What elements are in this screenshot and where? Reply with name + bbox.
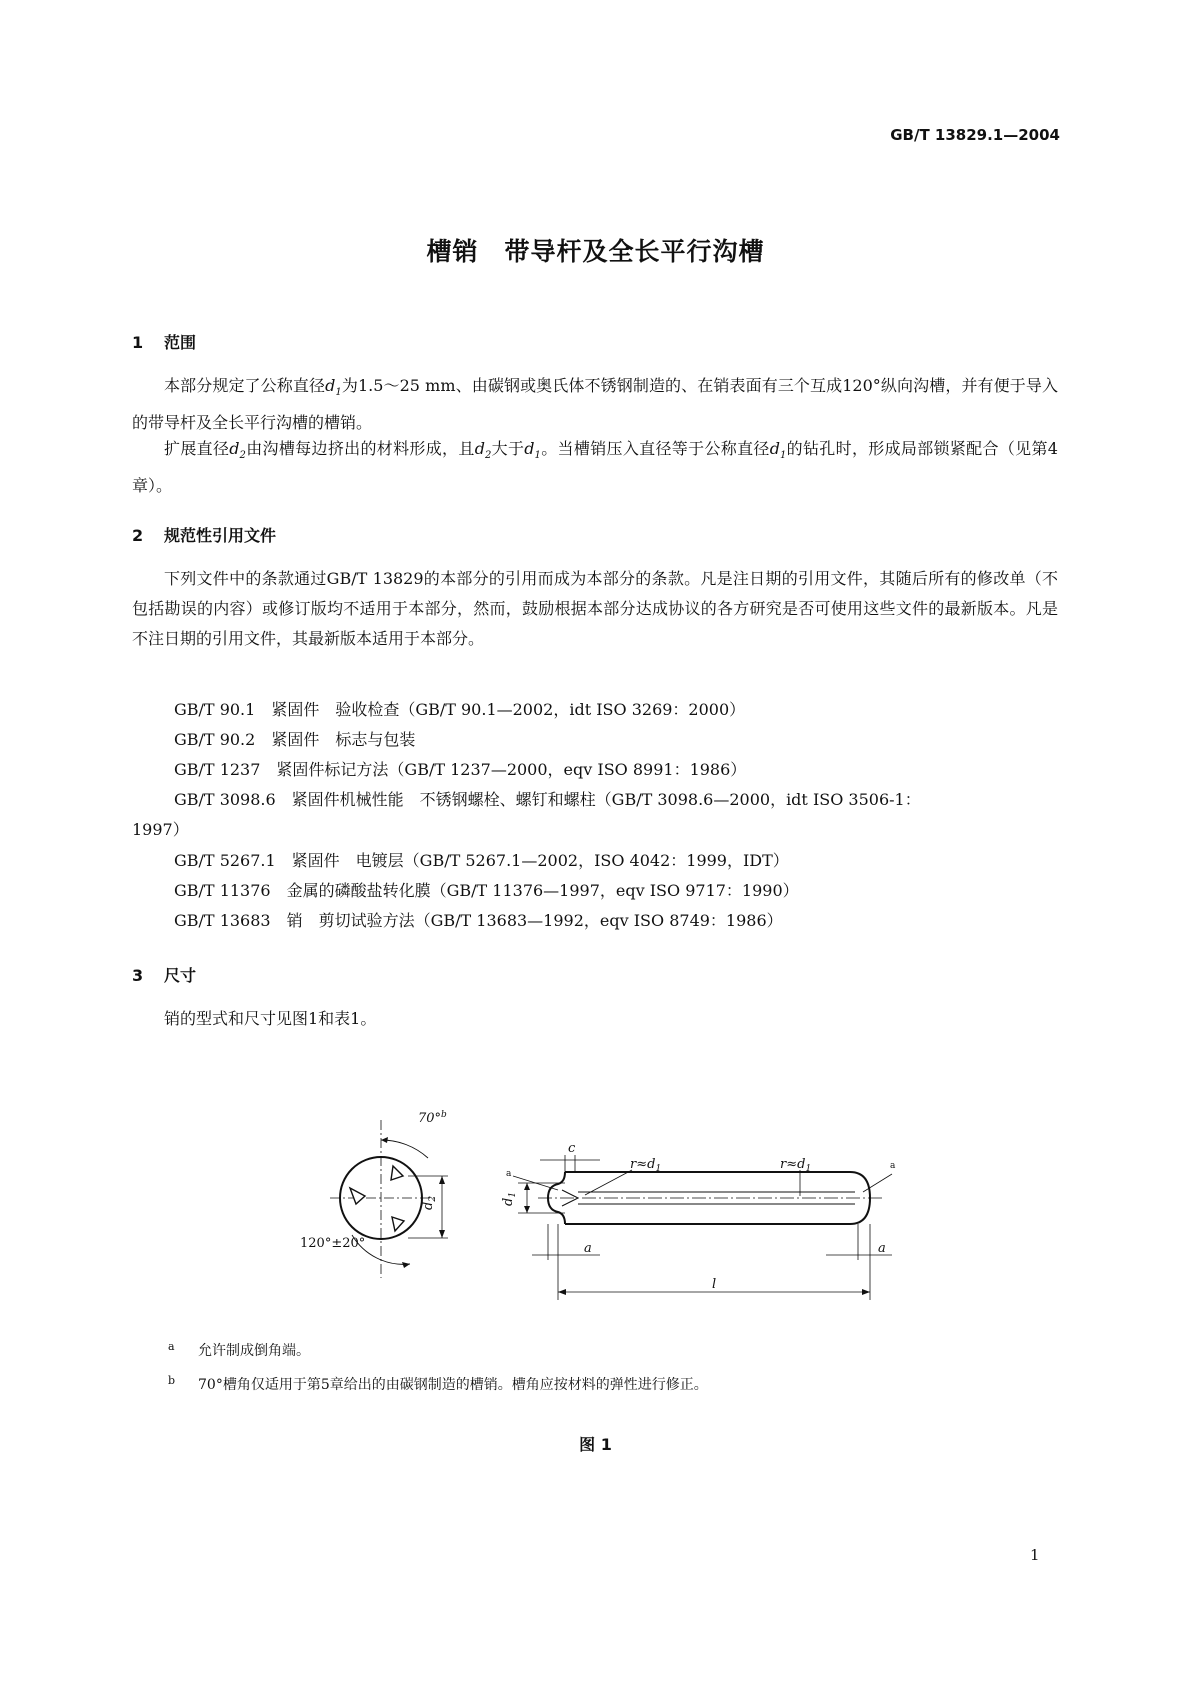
footnote-mark: a [168,1340,175,1353]
section-number: 2 [132,526,144,545]
footnote-a [168,1340,310,1360]
reference-item: GB/T 3098.6 紧固件机械性能 不锈钢螺栓、螺钉和螺柱（GB/T 3098.6—2000，idt ISO 3506-1： [174,790,921,809]
footnote-text: 允许制成倒角端。 [198,1343,310,1359]
d2-label: $d_2$ [421,1195,438,1210]
angle-70-arc [381,1140,428,1158]
groove-mark [350,1188,365,1204]
reference-item: GB/T 90.2 紧固件 标志与包装 [174,730,416,749]
reference-item: GB/T 13683 销 剪切试验方法（GB/T 13683—1992，eqv ISO 8749：1986） [174,911,783,930]
section-number: 1 [132,333,144,352]
side-view [513,1155,892,1300]
text-run: 为1.5～25 mm、由碳钢或奥氏体不锈钢制造的、在销表面有三个互成120°纵向沟槽，并有便于导入的带导杆及全长平行沟槽的槽销。 [132,376,1058,433]
section-title: 规范性引用文件 [164,526,277,545]
text-run: 。当槽销压入直径等于公称直径 [540,439,770,458]
radius-label: $r\approx d_1$ [780,1157,812,1174]
radius-leader [585,1170,632,1195]
reference-item: GB/T 90.1 紧固件 验收检查（GB/T 90.1—2002，idt ISO 3269：2000） [174,700,746,719]
scope-paragraph-1 [132,371,1058,438]
reference-item-continuation: 1997） [132,820,189,839]
footnote-b [168,1374,708,1394]
dimensions-text: 销的型式和尺寸见图1和表1。 [164,1009,377,1028]
d1-label: $d_1$ [501,1191,518,1206]
section-title: 范围 [164,333,197,352]
text-run: 大于 [491,439,525,458]
l-label: l [712,1277,717,1292]
footnote-text: 70°槽角仅适用于第5章给出的由碳钢制造的槽销。槽角应按材料的弹性进行修正。 [198,1377,708,1393]
text-run: 的钻孔时，形成局部锁紧配合（见第4章）。 [132,439,1058,496]
symbol-d1: $d_1$ [524,439,541,462]
standard-number: GB/T 13829.1—2004 [890,126,1060,144]
text-run: 本部分规定了公称直径 [164,376,326,395]
groove-mark [391,1166,403,1180]
angle-120-label: 120°±20° [300,1236,366,1251]
angle-70-label: 70°$^b$ [418,1110,447,1126]
norm-refs-intro: 下列文件中的条款通过GB/T 13829的本部分的引用而成为本部分的条款。凡是注日期的引用文件，其随后所有的修改单（不包括勘误的内容）或修订版均不适用于本部分，然而，鼓励根据本部分达成协议的各方研究是否可使用这些文件的最新版本。凡是不注日期的引用文件，其最新版本适用于本部分。 [132,569,1058,648]
a-label: a [584,1241,592,1256]
text-run: 扩展直径 [164,439,230,458]
reference-item: GB/T 1237 紧固件标记方法（GB/T 1237—2000，eqv ISO 8991：1986） [174,760,747,779]
symbol-d1: $d_1$ [325,376,342,399]
symbol-d2: $d_2$ [474,439,492,462]
section-heading-dimensions [132,963,196,986]
reference-item: GB/T 11376 金属的磷酸盐转化膜（GB/T 11376—1997，eqv ISO 9717：1990） [174,881,799,900]
note-a-marker: a [506,1169,512,1179]
footnote-mark: b [168,1374,176,1387]
c-label: c [568,1141,576,1156]
figure-caption: 图 1 [579,1435,612,1454]
note-a-marker: a [890,1161,896,1171]
page-title: 槽销 带导杆及全长平行沟槽 [426,237,765,266]
scope-paragraph-2 [132,434,1058,501]
section-heading-normative-references [132,523,276,546]
a-label: a [878,1241,886,1256]
groove-mark [392,1217,404,1231]
radius-label: $r\approx d_1$ [630,1157,662,1174]
symbol-d2: $d_2$ [229,439,246,462]
reference-item: GB/T 5267.1 紧固件 电镀层（GB/T 5267.1—2002，ISO 4042：1999，IDT） [174,851,789,870]
figure-1-drawing [0,1100,1191,1320]
symbol-d1: $d_1$ [769,439,787,462]
text-run: 由沟槽每边挤出的材料形成，且 [245,439,475,458]
section-number: 3 [132,966,144,985]
section-heading-scope [132,330,196,353]
section-title: 尺寸 [164,966,197,985]
page-number: 1 [1030,1546,1040,1564]
